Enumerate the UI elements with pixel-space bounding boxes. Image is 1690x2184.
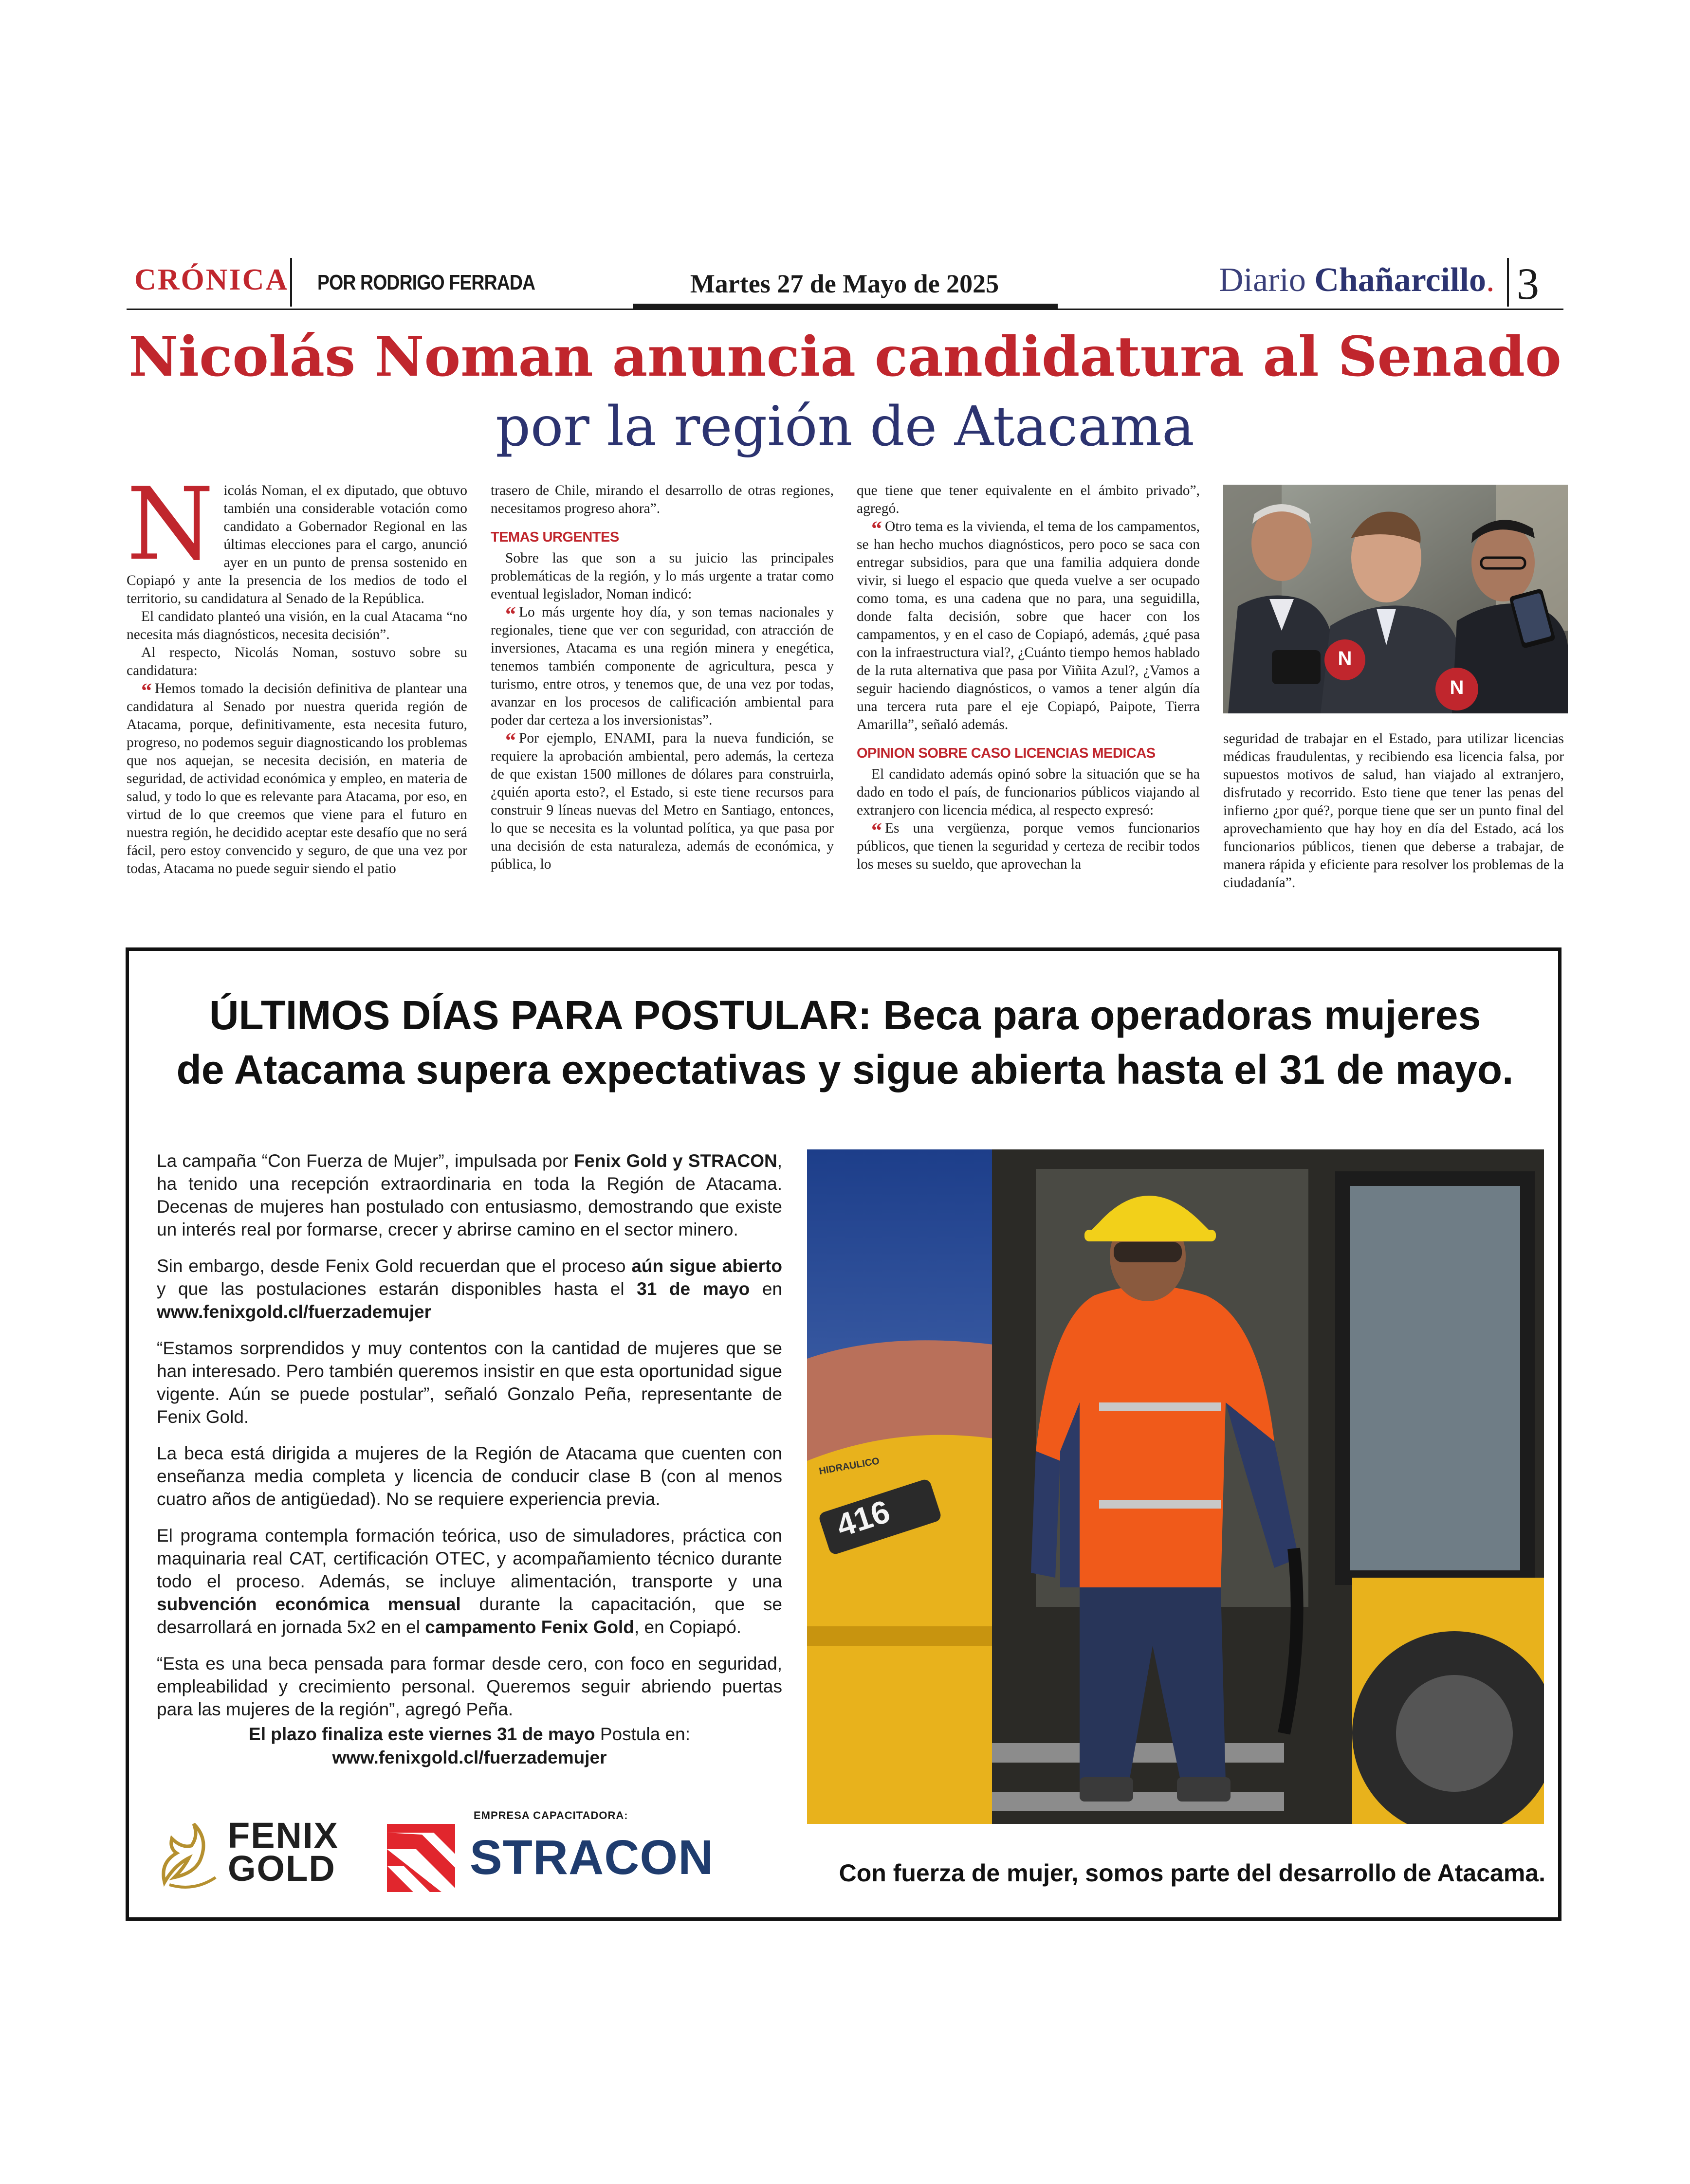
article-quote-text: Hemos tomado la decisión definitiva de plantear una candidatura al Senado por nuestra querida región de Atacama, porque, definitivamente, esta necesita futuro, progreso, no podemos seguir diagnosticando los problemas que nos aquejan, se necesita decisión, en materia de seguridad, de actividad económica y empleo, en materia de salud, y todo lo que es relevante para Atacama, por eso, en virtud de lo que creemos que viene para el futuro en nuestra región, he decidido aceptar este desafío que no será fácil, pero estoy convencido y seguro, de que una vez por todas, Atacama no puede seguir siendo el patio	[127, 681, 467, 876]
deadline-text: Postula en:	[595, 1724, 690, 1744]
ad-paragraph	[157, 1149, 782, 1241]
ad-text: , ha tenido una recepción extraordinaria en toda la Región de Atacama. Decenas de mujeres han postulado con entusiasmo, demostrando que existe un interés real por formarse, crecer y abrirse camino en el sector minero.	[157, 1151, 782, 1239]
ad-slogan: Con fuerza de mujer, somos parte del desarrollo de Atacama.	[839, 1859, 1545, 1887]
ad-text: y que las postulaciones estarán disponibles hasta el	[157, 1279, 637, 1299]
fenix-word: FENIX	[228, 1815, 339, 1856]
press-conference-illustration	[1223, 485, 1568, 713]
stracon-wordmark: STRACON	[470, 1830, 714, 1885]
quote-mark-icon: “	[141, 679, 152, 703]
ad-text: en	[750, 1279, 782, 1299]
ad-title	[136, 988, 1554, 1097]
headline-line-2: por la región de Atacama	[496, 395, 1194, 458]
article-quote-text: Lo más urgente hoy día, y son temas nacionales y regionales, tiene que ver con seguridad, con atracción de inversiones, Atacama es una región minera y enegética, tenemos también componente de agricultura, pesca y turismo, entre otros, y tenemos que, de una vez por todas, avanzar en los procesos de calificación ambiental para poder dar certeza a los inversionistas”.	[491, 604, 834, 728]
ad-text: durante la capacitación, que se desarrollará en jornada 5x2 en el	[157, 1594, 783, 1637]
ad-text-bold: aún sigue abierto	[631, 1256, 782, 1276]
ad-deadline	[157, 1723, 782, 1769]
subheading-temas-urgentes: TEMAS URGENTES	[491, 529, 619, 545]
author-byline: POR RODRIGO FERRADA	[317, 271, 535, 294]
article-paragraph: El candidato además opinó sobre la situación que se ha dado en todo el país, de funcionarios públicos viajando al extranjero con licencia médica, al respecto expresó:	[857, 766, 1200, 818]
ad-text: La campaña “Con Fuerza de Mujer”, impulsada por	[157, 1151, 574, 1171]
machine-brand-label: HIDRAULICO	[818, 1456, 881, 1477]
date-underline	[633, 304, 1058, 309]
article-paragraph: El candidato planteó una visión, en la cual Atacama “no necesita más diagnósticos, necesita decisión”.	[127, 609, 467, 642]
newspaper-dot: .	[1486, 261, 1495, 299]
ad-url: www.fenixgold.cl/fuerzademujer	[157, 1302, 432, 1322]
ad-text: El programa contempla formación teórica, uso de simuladores, práctica con maquinaria real CAT, certificación OTEC, y acompañamiento técnico durante todo el proceso. Además, se incluye alimentación, transporte y una	[157, 1526, 782, 1591]
phoenix-icon	[155, 1819, 228, 1892]
deadline-text: El plazo finaliza este viernes 31 de mayo	[249, 1724, 595, 1744]
article-quote-paragraph	[491, 603, 834, 729]
article-column-3	[857, 482, 1200, 874]
tv-mic-logo-icon: N	[1450, 677, 1464, 698]
newspaper-name	[1219, 261, 1494, 300]
ad-body-text	[157, 1149, 782, 1734]
article-quote-text: Otro tema es la vivienda, el tema de los campamentos, se han hecho muchos diagnósticos, pero poco se saca con entregar subsidios, para que una familia adquiera donde vivir, si luego el espacio que queda vuelve a ser ocupado como toma, es una cadena que no para, una seguidilla, donde falta decisión, sobre que hacer con los campamentos, y en el caso de Copiapó, además, ¿qué pasa con la infraestructura vial?, ¿Cuánto tiempo hemos hablado de la ruta alternativa que pasa por Viñita Azul?, ¿Vamos a seguir haciendo diagnósticos, o vamos a tener algún día una tercera ruta pare el eje Copiapó, Paipote, Tierra Amarilla”, señaló además.	[857, 519, 1200, 732]
operator-photo	[807, 1149, 1544, 1824]
stracon-mark-icon	[387, 1824, 455, 1892]
article-quote-paragraph	[127, 680, 467, 878]
header-divider	[290, 258, 292, 307]
article-paragraph: Al respecto, Nicolás Noman, sostuvo sobre su candidatura:	[127, 645, 467, 678]
stracon-tagline: EMPRESA CAPACITADORA:	[474, 1809, 628, 1821]
ad-text-bold: 31 de mayo	[637, 1279, 750, 1299]
header-rule	[127, 309, 1563, 310]
ad-text-bold: campamento Fenix Gold	[425, 1617, 634, 1637]
deadline-url: www.fenixgold.cl/fuerzademujer	[332, 1747, 607, 1767]
gold-word: GOLD	[228, 1848, 336, 1889]
deadline-line	[157, 1723, 782, 1746]
machine-number-label: 416	[832, 1492, 894, 1544]
subheading-licencias-medicas: OPINION SOBRE CASO LICENCIAS MEDICAS	[857, 746, 1156, 761]
article-paragraph: seguridad de trabajar en el Estado, para utilizar licencias médicas fraudulentas, y recibiendo esa licencia falsa, por supuestos motivos de salud, han viajado al extranjero, disfrutado y recorrido. Esto tiene que tener las penas del infierno ¿por qué?, porque tiene que ser un punto final del aprovechamiento que hay hoy en día del Estado, acá los funcionarios públicos, tienen que deberse a trabajar, de manera rápida y eficiente para resolver los problemas de la ciudadanía”.	[1223, 731, 1564, 891]
ad-text: , en Copiapó.	[634, 1617, 742, 1637]
ad-paragraph: “Estamos sorprendidos y muy contentos con la cantidad de mujeres que se han interesado. Pero también queremos insistir en que esta oportunidad sigue vigente. Aún se puede postular”, señaló Gonzalo Peña, representante de Fenix Gold.	[157, 1338, 782, 1427]
drop-cap: N	[127, 467, 214, 582]
article-paragraph: trasero de Chile, mirando el desarrollo de otras regiones, necesitamos progreso ahora”.	[491, 483, 834, 516]
ad-text: Sin embargo, desde Fenix Gold recuerdan que el proceso	[157, 1256, 632, 1276]
article-quote-paragraph	[857, 819, 1200, 874]
article-paragraph: icolás Noman, el ex diputado, que obtuvo también una considerable votación como candidato a Gobernador Regional en las últimas elecciones para el cargo, anunció ayer en un punto de prensa sostenido en Copiapó y ante la presencia de los medios de todo el territorio, su candidatura al Senado de la República.	[127, 483, 467, 606]
fenix-gold-logo	[155, 1815, 349, 1892]
ad-text-bold: Fenix Gold y STRACON	[573, 1151, 777, 1171]
article-quote-paragraph	[857, 518, 1200, 734]
ad-title-line-2: de Atacama supera expectativas y sigue abierta hasta el 31 de mayo.	[176, 1047, 1514, 1092]
quote-mark-icon: “	[505, 728, 516, 752]
headline-line-1: Nicolás Noman anuncia candidatura al Senado	[129, 325, 1561, 389]
ad-text-bold: subvención económica mensual	[157, 1594, 461, 1614]
newspaper-title: Chañarcillo	[1314, 261, 1486, 299]
quote-mark-icon: “	[871, 517, 882, 541]
fenix-gold-wordmark	[228, 1815, 339, 1889]
operator-illustration	[807, 1149, 1544, 1824]
article-quote-text: Por ejemplo, ENAMI, para la nueva fundición, se requiere la aprobación ambiental, pero además, la certeza de que existan 1500 millones de dólares para construirla, ¿quién aporta esto?, el Estado, si este tiene recursos para construir 9 líneas nuevas del Metro en Santiago, entonces, lo que se necesita es la voluntad política, ya que pasa por una decisión de esta naturaleza, además de económica, y pública, lo	[491, 730, 834, 872]
tv-mic-logo-icon: N	[1338, 648, 1352, 669]
header-divider	[1507, 258, 1509, 307]
press-conference-photo	[1223, 485, 1568, 713]
article-column-2	[491, 482, 834, 874]
article-paragraph: que tiene que tener equivalente en el ámbito privado”, agregó.	[857, 483, 1200, 516]
article-quote-text: Es una vergüenza, porque vemos funcionarios públicos, que tienen la seguridad y certeza de recibir todos los meses su sueldo, que aprovechan la	[857, 820, 1200, 872]
ad-paragraph	[157, 1255, 782, 1323]
issue-date: Martes 27 de Mayo de 2025	[690, 269, 999, 298]
ad-title-line-1: ÚLTIMOS DÍAS PARA POSTULAR: Beca para operadoras mujeres	[209, 992, 1481, 1038]
article-column-1	[127, 467, 467, 878]
stracon-logo	[387, 1809, 714, 1897]
quote-mark-icon: “	[505, 602, 516, 626]
ad-paragraph: La beca está dirigida a mujeres de la Región de Atacama que cuenten con enseñanza media completa y licencia de conducir clase B (con al menos cuatro años de antigüedad). No se requiere experiencia previa.	[157, 1443, 782, 1509]
page-number: 3	[1517, 259, 1539, 309]
article-column-4	[1223, 730, 1564, 892]
article-quote-paragraph	[491, 729, 834, 874]
newspaper-prefix: Diario	[1219, 261, 1306, 299]
article-paragraph: Sobre las que son a su juicio las principales problemáticas de la región, y lo más urgente a tratar como eventual legislador, Noman indicó:	[491, 550, 834, 602]
quote-mark-icon: “	[871, 819, 882, 842]
ad-paragraph: “Esta es una beca pensada para formar desde cero, con foco en seguridad, empleabilidad y crecimiento personal. Queremos seguir abriendo puertas para las mujeres de la región”, agregó Peña.	[157, 1654, 782, 1719]
section-label: CRÓNICA	[134, 263, 289, 296]
ad-paragraph	[157, 1524, 782, 1638]
